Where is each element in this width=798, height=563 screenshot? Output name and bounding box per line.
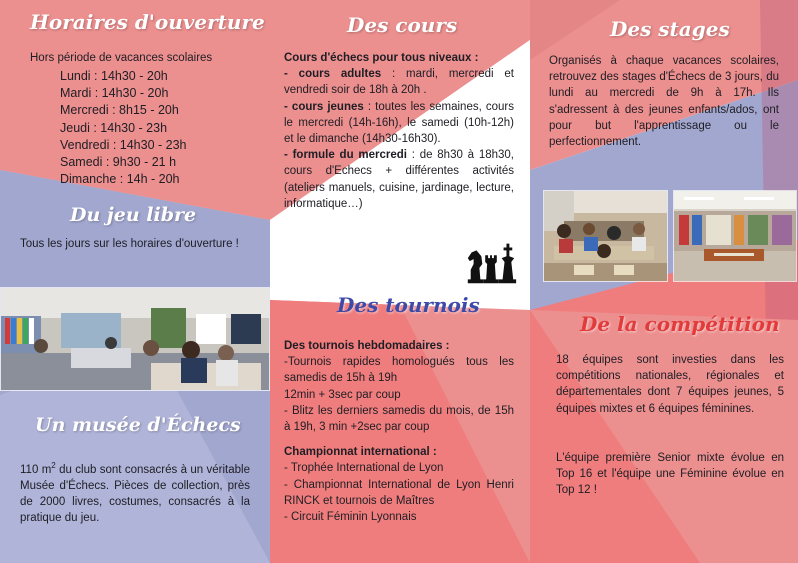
formule-mercredi-label: - formule du mercredi <box>284 149 407 162</box>
hours-tuesday: Mardi : 14h30 - 20h <box>60 86 169 101</box>
cours-jeunes-label: - cours jeunes <box>284 100 364 113</box>
chess-pieces-icon <box>462 238 520 288</box>
jeu-libre-text: Tous les jours sur les horaires d'ouverture ! <box>20 238 239 250</box>
musee-text <box>20 458 250 527</box>
cours-adultes-text: : mardi, mercredi et vendredi soir de 18h à 20h . <box>284 68 514 97</box>
tournois-weekly-line-1: -Tournois rapides homologués tous les samedis de 15h à 19h <box>284 356 514 385</box>
tournois-weekly-heading: Des tournois hebdomadaires : <box>284 340 450 352</box>
cours-jeunes-text: : toutes les semaines, cours le mercredi (14h-16h), le samedi (10h-12h) et le dimanche (14h30-16h30). <box>284 100 515 146</box>
tournois-content <box>284 338 514 525</box>
tournois-weekly-line-3: - Blitz les derniers samedis du mois, de 15h à 19h, 3 min +2sec par coup <box>284 404 514 434</box>
cours-title: Des cours <box>347 13 458 37</box>
horaires-subtitle: Hors période de vacances scolaires <box>30 52 213 64</box>
jeu-libre-title: Du jeu libre <box>70 204 197 226</box>
formule-mercredi-text: : de 8h30 à 18h30, cours d'Echecs + différentes activités (ateliers manuels, cuisine, jardinage, lecture, informatique…) <box>284 149 514 210</box>
hours-sunday: Dimanche : 14h - 20h <box>60 172 180 187</box>
hours-friday: Vendredi : 14h30 - 23h <box>60 137 187 152</box>
cours-adultes-label: - cours adultes <box>284 68 382 81</box>
cours-content <box>284 50 514 212</box>
tournois-intl-line-1: - Trophée International de Lyon <box>284 462 444 475</box>
stages-title: Des stages <box>610 17 730 41</box>
stage-kids-photo <box>543 190 668 282</box>
competition-p2: L'équipe première Senior mixte évolue en Top 16 et l'équipe une Féminine évolue en Top 12 ! <box>556 452 784 497</box>
cours-heading: Cours d'échecs pour tous niveaux : <box>284 52 479 64</box>
tournois-title: Des tournois <box>337 293 480 317</box>
hours-monday: Lundi : 14h30 - 20h <box>60 69 168 83</box>
tournois-intl-line-3: - Circuit Féminin Lyonnais <box>284 511 417 524</box>
musee-area: 110 m <box>20 463 52 476</box>
hours-wednesday: Mercredi : 8h15 - 20h <box>60 103 179 118</box>
tournois-weekly-line-2: 12min + 3sec par coup <box>284 388 401 401</box>
museum-photo <box>673 190 797 282</box>
stages-text: Organisés à chaque vacances scolaires, retrouvez des stages d'Échecs de 3 jours, du lundi au mercredi de 9h à 17h. Ils s'adressent à des jeunes enfants/ados, ont pour but l'apprentissage ou le perfectionnement. <box>549 55 779 149</box>
hours-thursday: Jeudi : 14h30 - 23h <box>60 120 168 135</box>
competition-p1: 18 équipes sont investies dans les compétitions nationales, régionales et départementales dont 7 équipes jeunes, 5 équipes mixtes et 6 équipes féminines. <box>556 354 784 415</box>
competition-title: De la compétition <box>580 312 780 336</box>
musee-title: Un musée d'Échecs <box>35 414 241 436</box>
musee-area-sup: 2 <box>51 461 56 470</box>
musee-description: du club sont consacrés à un véritable Musée d'Échecs. Pièces de collection, près de 2000 livres, costumes, consacrés à la pratique du jeu. <box>20 463 250 525</box>
horaires-title: Horaires d'ouverture <box>30 10 265 34</box>
hours-saturday: Samedi : 9h30 - 21 h <box>60 155 177 170</box>
hours-list <box>60 68 260 188</box>
tournois-intl-heading: Championnat international : <box>284 446 437 459</box>
club-room-photo <box>0 287 270 391</box>
tournois-intl-line-2: - Championnat International de Lyon Henri RINCK et tournois de Maîtres <box>284 478 514 507</box>
